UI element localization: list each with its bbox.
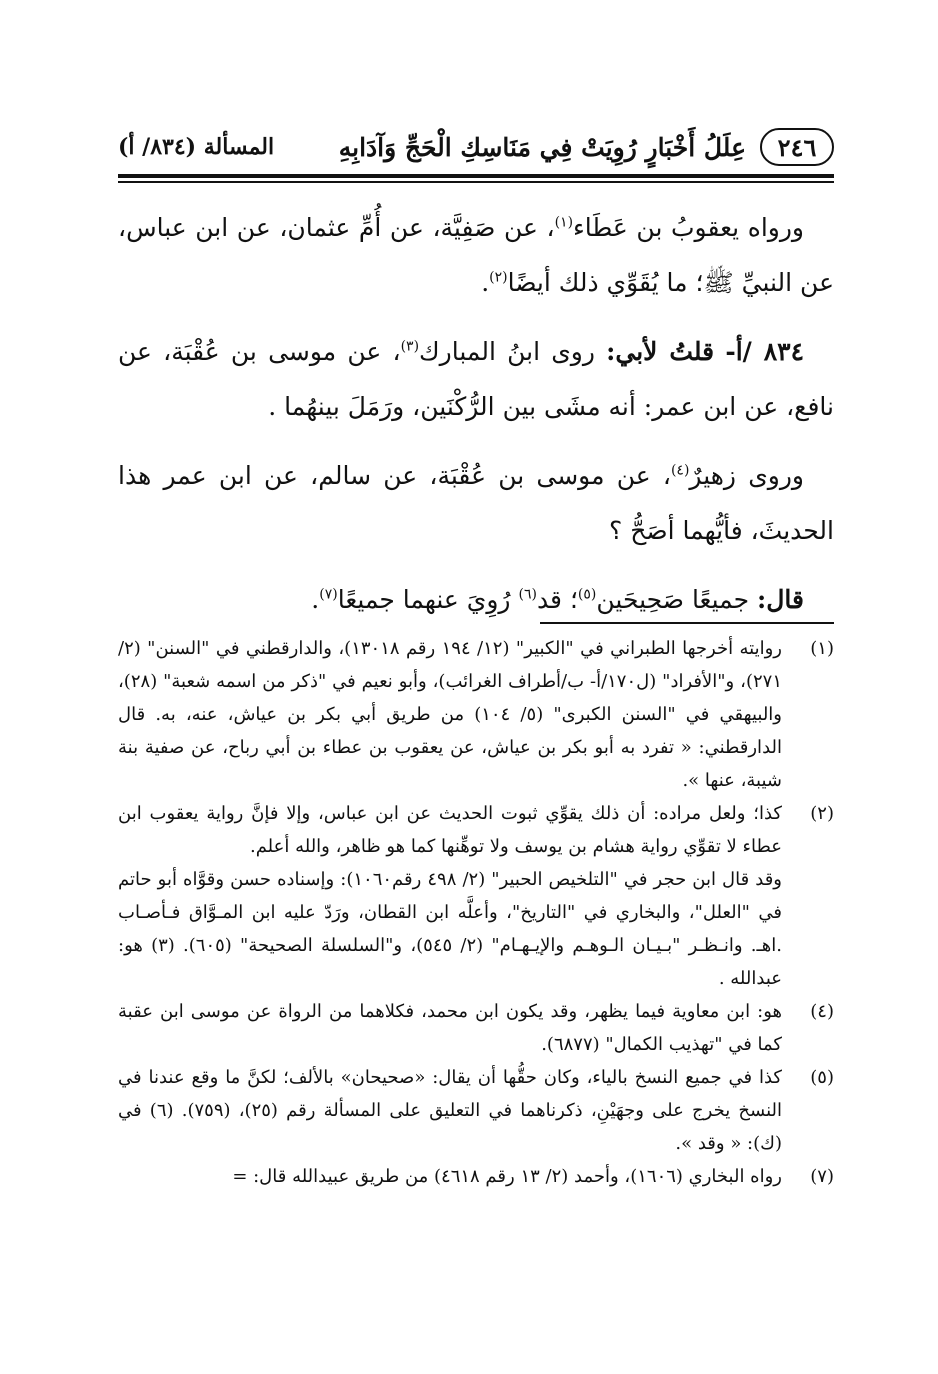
footnote-body [118, 797, 782, 995]
footnote-text: رواه البخاري (١٦٠٦)، وأحمد (٢/ ١٣ رقم ٤٦١٨) من طريق عبيدالله قال: = [232, 1166, 782, 1187]
footnote-ref: (٧) [319, 586, 338, 603]
footnote-ref: (١) [554, 214, 574, 231]
footnote-body [118, 1061, 782, 1160]
text-segment: رُوِيَ عنهما جميعًا [337, 585, 519, 614]
header-rule-thick [118, 174, 834, 178]
footnote-text: هو: ابن معاوية فيما يظهر، وقد يكون ابن محمد، فكلاهما من الرواة عن موسى ابن عقبة كما في "تهذيب الكمال" (٦٨٧٧). [118, 1001, 782, 1055]
footnote-ref: (٣) [400, 338, 420, 355]
paragraph-1 [118, 200, 834, 310]
text-segment: جميعًا صَحِيحَين [596, 585, 758, 614]
footnote-number: (٧) [810, 1166, 834, 1187]
question-label: المسألة (٨٣٤/ أ) [118, 134, 275, 160]
footnote-number: (٢) [810, 803, 834, 824]
paragraph-3 [118, 448, 834, 558]
footnote-5 [118, 1061, 834, 1160]
footnote-text: كذا؛ ولعل مراده: أن ذلك يقوِّي ثبوت الحديث عن ابن عباس، وإلا فإنَّ رواية يعقوب ابن عطاء لا تقوِّي رواية هشام بن يوسف ولا توهِّنها كما هو ظاهر، والله أعلم. [118, 803, 782, 857]
footnotes [118, 632, 834, 1193]
text-segment: ، عن موسى بن عُقْبَة، عن نافع، عن ابن عمر: أنه مشَى بين الرُّكْنَين، ورَمَلَ بينهُما . [118, 337, 834, 421]
question-lead: قلتُ لأبي: [606, 337, 715, 366]
text-segment: ، عن صَفِيَّة، عن أُمِّ عثمان، عن ابن عباس، عن النبيِّ ﷺ؛ ما يُقَوِّي ذلك أيضًا [118, 213, 834, 297]
footnote-number: (٥) [810, 1067, 834, 1088]
paragraph-question [118, 324, 834, 434]
header-rule-thin [118, 181, 834, 183]
text-segment: وروى زهيرٌ [689, 461, 804, 490]
book-title: عِلَلُ أَخْبَارٍ رُوِيَتْ فِي مَنَاسِكِ الْحَجِّ وَآدَابِهِ [338, 132, 746, 162]
text-segment: ، عن موسى بن عُقْبَة، عن سالم، عن ابن عمر هذا الحديثَ، فأيُّهما أصَحُّ ؟ [118, 461, 834, 545]
text-segment: روى ابنُ المبارك [419, 337, 607, 366]
question-number: ٨٣٤ /أ- [725, 337, 805, 366]
footnote-4 [118, 995, 834, 1061]
main-text [118, 200, 834, 641]
footnote-text: كذا في جميع النسخ بالياء، وكان حقُّها أن يقال: «صحيحان» بالألف؛ لكنَّ ما وقع عندنا في النسخ يخرج على وجهَيْنِ، ذكرناهما في التعليق على المسألة رقم (٢٥)، (٧٥٩). (٦) في (ك): « وقد ». [118, 1067, 783, 1154]
footnote-text: روايته أخرجها الطبراني في "الكبير" (١٢/ ١٩٤ رقم ١٣٠١٨)، والدارقطني في "السنن" (٢/ ٢٧١)، و"الأفراد" (ل١٧٠/أ- ب/أطراف الغرائب)، وأبو نعيم في "ذكر من اسمه شعبة" (٢٨)، والبيهقي في "السنن الكبرى" (٥/ ١٠٤) من طريق أبي بكر بن عياش، عنه، به. قال الدارقطني: « تفرد به أبو بكر بن عياش، عن يعقوب بن عطاء بن أبي رباح، عن صفية بنة شيبة، عنها ». [118, 638, 782, 791]
footnote-number: (٤) [810, 1001, 834, 1022]
footnote-number: (١) [810, 638, 834, 659]
footnote-7 [118, 1160, 834, 1193]
footnote-2 [118, 797, 834, 995]
footnote-1 [118, 632, 834, 797]
footnote-ref: (٥) [577, 586, 597, 603]
footnote-ref: (٦) [518, 586, 537, 603]
page-number: ٢٤٦ [760, 128, 834, 166]
footnote-body [118, 632, 782, 797]
answer-lead: قال: [757, 585, 804, 614]
text-segment: ورواه يعقوبُ بن عَطَاء [573, 213, 804, 242]
footnote-body [118, 1160, 782, 1193]
footnote-ref: (٤) [670, 462, 690, 479]
text-segment: ؛ قد [536, 585, 578, 614]
footnote-separator [540, 622, 834, 624]
footnote-ref: (٢) [489, 269, 508, 286]
paragraph-answer [118, 572, 834, 627]
footnote-body [118, 995, 782, 1061]
text-segment: . [311, 585, 320, 614]
page-header [118, 124, 834, 170]
text-segment: . [481, 268, 490, 297]
footnote-text: وقد قال ابن حجر في "التلخيص الحبير" (٢/ ٤٩٨ رقم١٠٦٠): وإسناده حسن وقوَّاه أبو حاتم في "العلل"، والبخاري في "التاريخ"، وأعلَّه ابن القطان، ورَدّ عليه ابن المـوَّاق فـأصـاب .اهـ. وانـظـر "بـيـان الـوهـم والإيـهـام" (٢/ ٥٤٥)، و"السلسلة الصحيحة" (٦٠٥). (٣) هو: عبدالله . [118, 869, 782, 989]
